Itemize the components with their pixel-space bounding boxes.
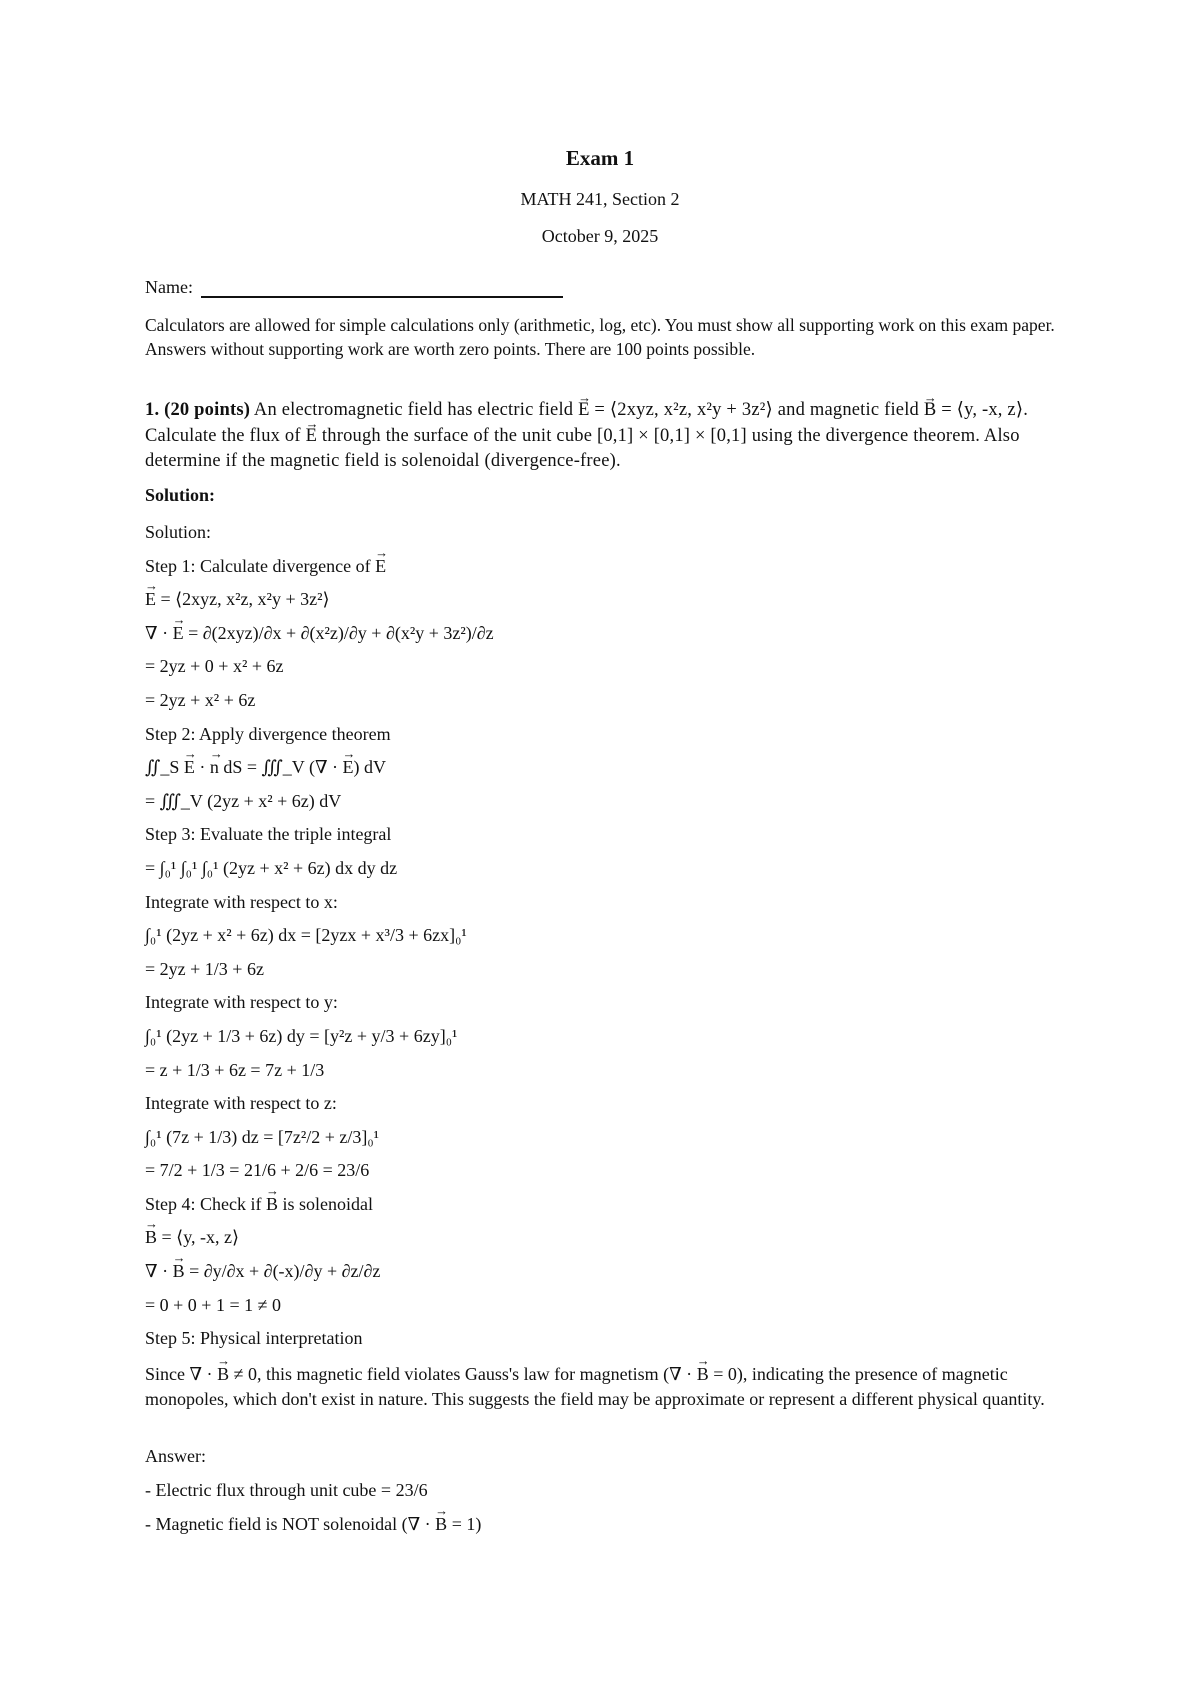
exam-title: Exam 1 bbox=[565, 146, 635, 170]
vector-e-symbol: → E bbox=[306, 424, 318, 450]
normal-vector-symbol: → n bbox=[210, 755, 219, 779]
div-b-equation bbox=[145, 1259, 1065, 1293]
question-text-part: = ⟨2xyz, x²z, x²y + 3z²⟩ and magnetic field bbox=[589, 400, 924, 420]
vector-e-symbol: → E bbox=[184, 755, 195, 779]
name-line bbox=[145, 277, 563, 298]
question-text-part: = ⟨y, -x, z⟩. Calculate the flux of bbox=[145, 400, 1029, 446]
equation-text: = ∂y/∂x + ∂(-x)/∂y + ∂z/∂z bbox=[184, 1261, 381, 1282]
solution-intro: Solution: bbox=[145, 522, 212, 542]
step-3-heading: Step 3: Evaluate the triple integral bbox=[145, 824, 392, 845]
step-1-heading bbox=[145, 554, 1065, 588]
paragraph-text: Since ∇ · bbox=[145, 1364, 218, 1384]
integral-x-equation: ∫₀¹ (2yz + x² + 6z) dx = [2yzx + x³/3 + 6zx]₀¹ bbox=[145, 925, 467, 946]
div-e-equation bbox=[145, 621, 1065, 655]
step-text: Step 4: Check if bbox=[145, 1193, 266, 1214]
integral-z-equation: ∫₀¹ (7z + 1/3) dz = [7z²/2 + z/3]₀¹ bbox=[145, 1126, 380, 1147]
course-line: MATH 241, Section 2 bbox=[520, 189, 680, 209]
answer-electric-flux: - Electric flux through unit cube = 23/6 bbox=[145, 1480, 428, 1500]
name-label: Name: bbox=[145, 277, 193, 297]
solution-heading: Solution: bbox=[145, 485, 216, 505]
equation-text: ∬_S bbox=[145, 757, 184, 778]
equation-text: ) dV bbox=[353, 757, 387, 778]
vector-b-symbol: → B bbox=[173, 1259, 185, 1283]
equation-text: = ⟨2xyz, x²z, x²y + 3z²⟩ bbox=[156, 589, 330, 610]
vector-e-symbol: → E bbox=[375, 554, 386, 578]
paragraph-text: ≠ 0, this magnetic field violates Gauss's law for magnetism (∇ · bbox=[229, 1364, 697, 1384]
equation-text: ∇ · bbox=[145, 622, 173, 643]
step-4-heading bbox=[145, 1192, 1065, 1226]
vector-b-symbol: → B bbox=[924, 398, 937, 424]
divergence-theorem-equation bbox=[145, 755, 1065, 789]
vector-e-symbol: → E bbox=[145, 587, 156, 611]
question-text-part: through the surface of the unit cube [0,1] × [0,1] × [0,1] using the divergence theorem. Also determine if the magnetic field is solenoidal (divergence-free). bbox=[145, 425, 1020, 471]
equation-line: = 2yz + x² + 6z bbox=[145, 689, 256, 710]
integrate-z-heading: Integrate with respect to z: bbox=[145, 1093, 337, 1114]
vector-b-symbol: → B bbox=[697, 1362, 709, 1387]
result-x: = 2yz + 1/3 + 6z bbox=[145, 958, 264, 979]
vector-e-symbol: → E bbox=[578, 398, 590, 424]
equation-text: ∇ · bbox=[145, 1261, 173, 1282]
answer-label: Answer: bbox=[145, 1446, 206, 1466]
vector-b-symbol: → B bbox=[217, 1362, 229, 1387]
integrate-y-heading: Integrate with respect to y: bbox=[145, 992, 338, 1013]
answer-text: = 1) bbox=[447, 1514, 482, 1534]
step-2-heading: Step 2: Apply divergence theorem bbox=[145, 723, 391, 744]
vector-b-symbol: → B bbox=[145, 1225, 157, 1249]
equation-text: · bbox=[194, 757, 210, 778]
exam-date: October 9, 2025 bbox=[541, 226, 659, 246]
name-blank-field[interactable] bbox=[201, 278, 563, 298]
question-1 bbox=[145, 398, 1065, 475]
vector-e-symbol: → E bbox=[173, 621, 184, 645]
equation-text: = ∂(2xyz)/∂x + ∂(x²z)/∂y + ∂(x²y + 3z²)/∂z bbox=[183, 622, 494, 643]
vector-e-symbol: → E bbox=[343, 755, 354, 779]
step-5-heading: Step 5: Physical interpretation bbox=[145, 1328, 363, 1349]
b-definition bbox=[145, 1225, 1065, 1259]
vector-b-symbol: → B bbox=[435, 1512, 447, 1536]
result-z: = 7/2 + 1/3 = 21/6 + 2/6 = 23/6 bbox=[145, 1160, 370, 1181]
question-1-label: 1. (20 points) bbox=[145, 400, 251, 420]
question-text-part: An electromagnetic field has electric field bbox=[250, 400, 579, 420]
vector-b-symbol: → B bbox=[266, 1192, 278, 1216]
integrate-x-heading: Integrate with respect to x: bbox=[145, 891, 338, 912]
step-text: Step 1: Calculate divergence of bbox=[145, 555, 376, 576]
solution-lines bbox=[145, 520, 1065, 1360]
paragraph-text: = 0), indicating the presence of magnetic monopoles, which don't exist in nature. This suggests the field may be approximate or represent a different physical quantity. bbox=[145, 1364, 1045, 1409]
instructions: Calculators are allowed for simple calculations only (arithmetic, log, etc). You must show all supporting work on this exam paper. Answers without supporting work are worth zero points. There are 100 points possible. bbox=[145, 315, 1055, 359]
triple-integral-equation: = ∫₀¹ ∫₀¹ ∫₀¹ (2yz + x² + 6z) dx dy dz bbox=[145, 857, 398, 878]
div-b-result: = 0 + 0 + 1 = 1 ≠ 0 bbox=[145, 1294, 281, 1315]
answer-magnetic-field bbox=[145, 1512, 481, 1536]
answer-text: - Magnetic field is NOT solenoidal (∇ · bbox=[145, 1514, 436, 1534]
interpretation-paragraph bbox=[145, 1362, 1045, 1411]
equation-text: dS = ∭_V (∇ · bbox=[218, 757, 343, 778]
equation-text: = ⟨y, -x, z⟩ bbox=[157, 1227, 240, 1248]
e-definition bbox=[145, 587, 1065, 621]
equation-line: = ∭_V (2yz + x² + 6z) dV bbox=[145, 790, 342, 811]
result-y: = z + 1/3 + 6z = 7z + 1/3 bbox=[145, 1059, 325, 1080]
integral-y-equation: ∫₀¹ (2yz + 1/3 + 6z) dy = [y²z + y/3 + 6zy]₀¹ bbox=[145, 1025, 458, 1046]
step-text: is solenoidal bbox=[278, 1193, 373, 1214]
equation-line: = 2yz + 0 + x² + 6z bbox=[145, 656, 284, 677]
